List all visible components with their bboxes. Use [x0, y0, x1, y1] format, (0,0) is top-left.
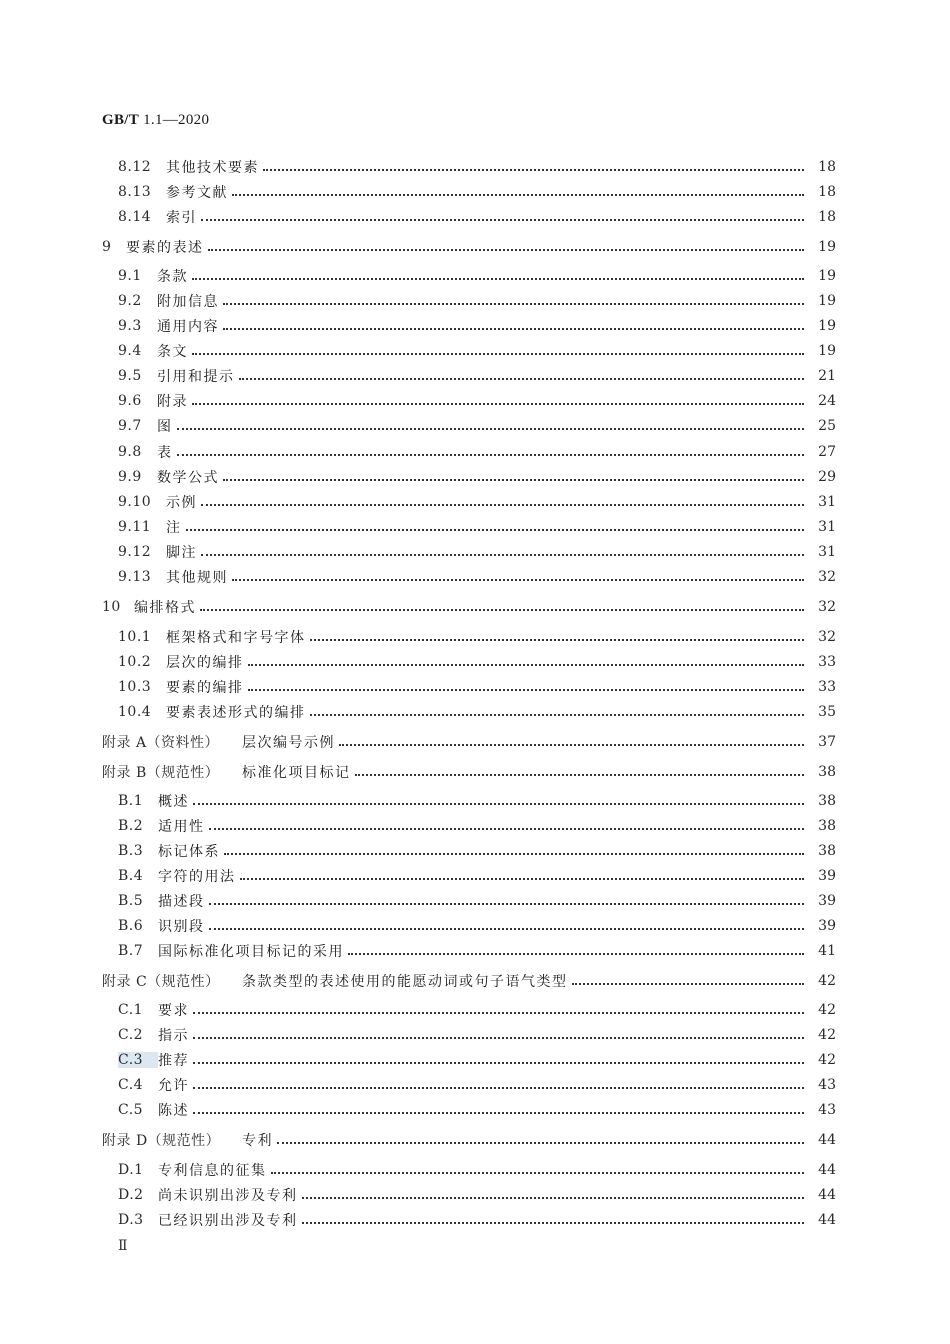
dot-leader — [223, 328, 804, 330]
dot-leader — [201, 554, 804, 556]
toc-entry-title: 要求 — [158, 1003, 189, 1019]
toc-entry[interactable] — [118, 157, 836, 177]
toc-entry[interactable] — [118, 627, 836, 647]
toc-entry-page: 25 — [818, 418, 836, 434]
toc-entry-page: 32 — [818, 569, 836, 585]
toc-entry[interactable] — [118, 677, 836, 697]
dot-leader — [248, 689, 805, 691]
toc-entry-page: 43 — [818, 1102, 836, 1118]
toc-entry-page: 41 — [818, 943, 836, 959]
dot-leader — [177, 454, 805, 456]
dot-leader — [208, 249, 805, 251]
toc-entry[interactable] — [118, 916, 836, 936]
dot-leader — [263, 169, 804, 171]
toc-entry[interactable] — [118, 391, 836, 411]
toc-entry-page: 43 — [818, 1077, 836, 1093]
toc-entry-page: 42 — [818, 973, 836, 989]
toc-entry[interactable] — [118, 416, 836, 436]
toc-entry-number: 8.14 — [118, 209, 152, 225]
dot-leader — [310, 639, 805, 641]
document-header — [102, 112, 209, 129]
toc-entry-title: 标记体系 — [158, 844, 220, 860]
toc-entry-number: B.6 — [118, 918, 144, 934]
dot-leader — [232, 194, 804, 196]
toc-entry[interactable] — [118, 1025, 836, 1045]
toc-entry[interactable] — [118, 567, 836, 587]
toc-entry-number: 9 — [102, 239, 112, 255]
toc-entry-number: 9.6 — [118, 393, 142, 409]
toc-entry-page: 38 — [818, 818, 836, 834]
toc-entry-number: B.2 — [118, 818, 144, 834]
toc-annex-label: 附录 D（规范性） — [102, 1133, 221, 1149]
toc-entry-page: 38 — [818, 843, 836, 859]
toc-entry-number: 9.4 — [118, 343, 142, 359]
toc-entry-page: 39 — [818, 918, 836, 934]
toc-entry-title: 概述 — [158, 794, 189, 810]
toc-entry-page: 39 — [818, 868, 836, 884]
toc-entry-page: 19 — [818, 268, 836, 284]
toc-entry-number: 9.10 — [118, 494, 152, 510]
toc-entry-number: 9.2 — [118, 293, 142, 309]
toc-entry-title: 陈述 — [158, 1103, 189, 1119]
dot-leader — [302, 1222, 805, 1224]
toc-entry-number: 9.13 — [118, 569, 152, 585]
toc-entry[interactable] — [118, 652, 836, 672]
toc-entry[interactable] — [118, 791, 836, 811]
toc-entry-page: 18 — [818, 159, 836, 175]
dot-leader — [248, 664, 805, 666]
dot-leader — [193, 1112, 804, 1114]
toc-entry[interactable] — [118, 467, 836, 487]
toc-entry-title: 推荐 — [158, 1053, 189, 1069]
toc-entry-title: 要素的编排 — [166, 680, 244, 696]
toc-entry-number: 9.1 — [118, 268, 142, 284]
toc-entry[interactable] — [118, 1210, 836, 1230]
toc-entry-title: 要素的表述 — [126, 240, 204, 256]
toc-entry-title: 数学公式 — [157, 470, 219, 486]
toc-entry[interactable] — [118, 182, 836, 202]
toc-annex-label: 附录 C（规范性） — [102, 974, 220, 990]
toc-entry-title: 附加信息 — [157, 294, 219, 310]
toc-entry-title: 脚注 — [166, 545, 197, 561]
toc-entry-title: 尚未识别出涉及专利 — [158, 1188, 298, 1204]
dot-leader — [572, 983, 805, 985]
toc-annex[interactable] — [102, 971, 836, 991]
toc-entry[interactable] — [118, 941, 836, 961]
toc-chapter[interactable] — [102, 597, 836, 617]
toc-entry-number: 10.1 — [118, 629, 152, 645]
toc-entry-title: 通用内容 — [157, 319, 219, 335]
toc-entry[interactable] — [118, 841, 836, 861]
toc-entry-page: 44 — [818, 1212, 836, 1228]
toc-entry-number: 9.9 — [118, 469, 142, 485]
toc-entry[interactable] — [118, 316, 836, 336]
toc-entry-page: 19 — [818, 343, 836, 359]
dot-leader — [339, 744, 804, 746]
toc-entry[interactable] — [118, 1185, 836, 1205]
toc-entry-number: B.7 — [118, 943, 144, 959]
dot-leader — [200, 609, 804, 611]
dot-leader — [201, 504, 804, 506]
toc-entry[interactable] — [118, 266, 836, 286]
toc-annex-label: 附录 B（规范性） — [102, 765, 220, 781]
toc-annex[interactable] — [102, 732, 836, 752]
dot-leader — [310, 714, 805, 716]
toc-entry-title: 参考文献 — [166, 185, 228, 201]
toc-entry-title: 条款 — [157, 269, 188, 285]
toc-entry-title: 图 — [157, 419, 173, 435]
dot-leader — [193, 1062, 804, 1064]
toc-entry-page: 39 — [818, 893, 836, 909]
dot-leader — [209, 903, 805, 905]
toc-entry-number: 8.12 — [118, 159, 152, 175]
toc-entry[interactable] — [118, 291, 836, 311]
toc-entry-number: D.2 — [118, 1187, 144, 1203]
toc-annex-label: 附录 A（资料性） — [102, 735, 220, 751]
toc-entry-title: 表 — [157, 445, 173, 461]
toc-entry-title: 描述段 — [158, 894, 205, 910]
toc-annex[interactable] — [102, 762, 836, 782]
toc-entry[interactable] — [118, 492, 836, 512]
dot-leader — [186, 529, 805, 531]
dot-leader — [193, 1012, 804, 1014]
toc-entry-number: 9.11 — [118, 519, 152, 535]
toc-entry-number: 9.3 — [118, 318, 142, 334]
standard-number: 1.1—2020 — [143, 112, 210, 128]
toc-entry-number: 9.8 — [118, 444, 142, 460]
toc-entry-title: 标准化项目标记 — [242, 765, 351, 781]
toc-entry[interactable] — [118, 891, 836, 911]
toc-entry-page: 31 — [818, 519, 836, 535]
dot-leader — [223, 479, 804, 481]
dot-leader — [355, 774, 805, 776]
toc-entry-number: 10.4 — [118, 704, 152, 720]
toc-entry[interactable] — [118, 866, 836, 886]
dot-leader — [348, 953, 804, 955]
toc-entry[interactable] — [118, 542, 836, 562]
dot-leader — [277, 1142, 804, 1144]
toc-entry-title: 适用性 — [158, 819, 205, 835]
toc-entry[interactable] — [118, 341, 836, 361]
toc-entry-page: 44 — [818, 1187, 836, 1203]
standard-code: GB/T — [102, 112, 140, 128]
toc-entry-title: 指示 — [158, 1028, 189, 1044]
dot-leader — [177, 428, 805, 430]
dot-leader — [192, 278, 804, 280]
toc-entry-page: 33 — [818, 679, 836, 695]
toc-entry[interactable] — [118, 517, 836, 537]
toc-entry-title: 专利 — [242, 1133, 273, 1149]
toc-entry-page: 24 — [818, 393, 836, 409]
dot-leader — [239, 378, 805, 380]
toc-entry-number: 9.12 — [118, 544, 152, 560]
toc-entry-page: 44 — [818, 1132, 836, 1148]
toc-entry-title: 已经识别出涉及专利 — [158, 1213, 298, 1229]
toc-entry-number: B.4 — [118, 868, 144, 884]
toc-chapter[interactable] — [102, 237, 836, 257]
toc-entry-number: 10.2 — [118, 654, 152, 670]
toc-entry-page: 27 — [818, 444, 836, 460]
toc-entry-page: 19 — [818, 239, 836, 255]
dot-leader — [192, 403, 804, 405]
toc-entry-number: C.4 — [118, 1077, 144, 1093]
toc-entry[interactable] — [118, 816, 836, 836]
toc-entry-page: 21 — [818, 368, 836, 384]
toc-entry-title: 注 — [166, 520, 182, 536]
toc-entry[interactable] — [118, 207, 836, 227]
toc-entry-title: 要素表述形式的编排 — [166, 705, 306, 721]
dot-leader — [209, 828, 805, 830]
dot-leader — [209, 928, 805, 930]
dot-leader — [240, 878, 805, 880]
toc-entry-page: 38 — [818, 764, 836, 780]
page-number-footer: Ⅱ — [118, 1238, 128, 1254]
toc-entry-page: 32 — [818, 599, 836, 615]
dot-leader — [224, 853, 804, 855]
toc-entry-page: 42 — [818, 1052, 836, 1068]
toc-entry-page: 31 — [818, 494, 836, 510]
toc-entry-title: 其他技术要素 — [166, 160, 259, 176]
toc-entry[interactable] — [118, 1100, 836, 1120]
toc-entry-title: 其他规则 — [166, 570, 228, 586]
toc-entry-title: 示例 — [166, 495, 197, 511]
toc-entry-page: 19 — [818, 318, 836, 334]
toc-entry-page: 19 — [818, 293, 836, 309]
dot-leader — [192, 353, 804, 355]
toc-entry-title: 条款类型的表述使用的能愿动词或句子语气类型 — [242, 974, 568, 990]
toc-entry[interactable] — [118, 1160, 836, 1180]
toc-entry-page: 18 — [818, 209, 836, 225]
toc-entry-page: 44 — [818, 1162, 836, 1178]
toc-entry-page: 31 — [818, 544, 836, 560]
toc-entry[interactable] — [118, 1000, 836, 1020]
toc-entry-page: 42 — [818, 1027, 836, 1043]
toc-entry-title: 层次的编排 — [166, 655, 244, 671]
dot-leader — [193, 1087, 804, 1089]
toc-entry[interactable] — [118, 442, 836, 462]
toc-entry[interactable] — [118, 702, 836, 722]
toc-entry-number: 8.13 — [118, 184, 152, 200]
toc-entry-page: 33 — [818, 654, 836, 670]
toc-entry-page: 38 — [818, 793, 836, 809]
toc-entry[interactable] — [118, 366, 836, 386]
toc-entry-number: 10.3 — [118, 679, 152, 695]
dot-leader — [223, 303, 804, 305]
toc-entry-title: 框架格式和字号字体 — [166, 630, 306, 646]
toc-entry-title: 识别段 — [158, 919, 205, 935]
toc-entry[interactable] — [118, 1075, 836, 1095]
dot-leader — [193, 803, 804, 805]
dot-leader — [271, 1172, 805, 1174]
toc-entry-number: 9.7 — [118, 418, 142, 434]
toc-entry-page: 18 — [818, 184, 836, 200]
toc-entry-page: 42 — [818, 1002, 836, 1018]
toc-entry-page: 29 — [818, 469, 836, 485]
toc-entry-number: C.3 — [118, 1052, 158, 1068]
toc-entry-page: 37 — [818, 734, 836, 750]
toc-entry-title: 允许 — [158, 1078, 189, 1094]
dot-leader — [201, 219, 804, 221]
toc-entry-page: 32 — [818, 629, 836, 645]
toc-entry-title: 层次编号示例 — [242, 735, 335, 751]
toc-entry-number: C.1 — [118, 1002, 144, 1018]
toc-annex[interactable] — [102, 1130, 836, 1150]
toc-entry-number: D.3 — [118, 1212, 144, 1228]
toc-entry-number: 10 — [102, 599, 121, 615]
toc-entry-title: 专利信息的征集 — [158, 1163, 267, 1179]
toc-entry-number: D.1 — [118, 1162, 144, 1178]
toc-entry-title: 引用和提示 — [157, 369, 235, 385]
toc-entry-number: B.3 — [118, 843, 144, 859]
toc-entry-title: 编排格式 — [134, 600, 196, 616]
dot-leader — [302, 1197, 805, 1199]
toc-entry-number: C.2 — [118, 1027, 144, 1043]
toc-entry-number: B.5 — [118, 893, 144, 909]
toc-entry-number: B.1 — [118, 793, 144, 809]
toc-entry-title: 字符的用法 — [158, 869, 236, 885]
toc-entry-title: 条文 — [157, 344, 188, 360]
toc-entry-title: 索引 — [166, 210, 197, 226]
dot-leader — [232, 579, 804, 581]
toc-entry-number: C.5 — [118, 1102, 144, 1118]
toc-entry-title: 附录 — [157, 394, 188, 410]
toc-entry-page: 35 — [818, 704, 836, 720]
toc-entry[interactable] — [118, 1050, 836, 1070]
toc-entry-title: 国际标准化项目标记的采用 — [158, 944, 344, 960]
dot-leader — [193, 1037, 804, 1039]
toc-entry-number: 9.5 — [118, 368, 142, 384]
